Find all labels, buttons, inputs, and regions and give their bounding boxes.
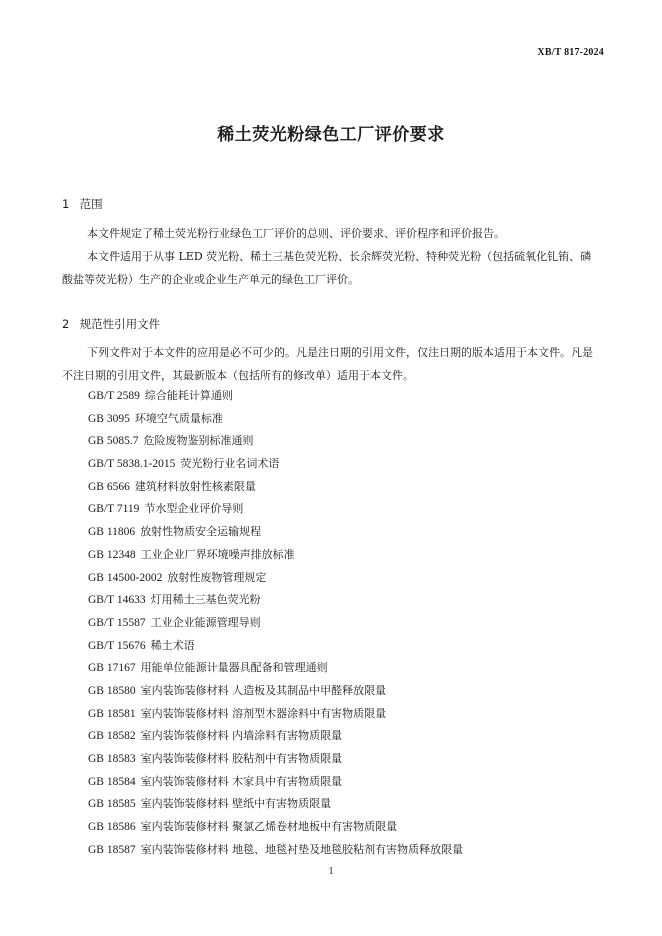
reference-code: GB/T 2589 bbox=[88, 390, 140, 402]
reference-code: GB 18581 bbox=[88, 707, 136, 720]
section-heading-scope bbox=[62, 196, 103, 212]
reference-item bbox=[88, 410, 463, 433]
section-number: 1 bbox=[62, 197, 70, 211]
section-heading-normative-references bbox=[62, 316, 160, 332]
reference-title: 工业企业厂界环境噪声排放标准 bbox=[140, 547, 295, 561]
reference-title: 建筑材料放射性核素限量 bbox=[134, 479, 256, 493]
reference-item bbox=[88, 569, 463, 592]
reference-code: GB 17167 bbox=[88, 662, 136, 675]
reference-code: GB 18585 bbox=[88, 798, 136, 811]
reference-item bbox=[88, 682, 463, 705]
reference-code: GB 18584 bbox=[88, 775, 136, 788]
reference-title: 室内装饰装修材料 木家具中有害物质限量 bbox=[140, 774, 343, 788]
reference-code: GB 18580 bbox=[88, 684, 136, 697]
reference-item bbox=[88, 523, 463, 546]
reference-code: GB 3095 bbox=[88, 412, 130, 425]
reference-code: GB/T 15676 bbox=[88, 639, 146, 652]
document-title: 稀土荧光粉绿色工厂评价要求 bbox=[217, 125, 445, 145]
reference-title: 工业企业能源管理导则 bbox=[150, 615, 261, 629]
reference-item bbox=[88, 818, 463, 841]
reference-item bbox=[88, 614, 463, 637]
reference-code: GB 18587 bbox=[88, 843, 136, 856]
standard-code: XB/T 817-2024 bbox=[537, 47, 604, 58]
reference-code: GB/T 5838.1-2015 bbox=[88, 458, 176, 471]
reference-item bbox=[88, 591, 463, 614]
reference-item bbox=[88, 455, 463, 478]
reference-title: 室内装饰装修材料 壁纸中有害物质限量 bbox=[140, 797, 332, 811]
reference-item bbox=[88, 773, 463, 796]
reference-title: 室内装饰装修材料 聚氯乙烯卷材地板中有害物质限量 bbox=[140, 820, 398, 834]
reference-item bbox=[88, 705, 463, 728]
reference-title: 室内装饰装修材料 溶剂型木器涂料中有害物质限量 bbox=[140, 706, 387, 720]
reference-title: 室内装饰装修材料 地毯、地毯衬垫及地毯胶粘剂有害物质释放限量 bbox=[140, 842, 464, 856]
reference-title: 室内装饰装修材料 内墙涂料有害物质限量 bbox=[140, 729, 343, 743]
reference-code: GB/T 15587 bbox=[88, 616, 146, 629]
reference-code: GB 12348 bbox=[88, 548, 136, 561]
reference-item bbox=[88, 750, 463, 773]
reference-item bbox=[88, 841, 463, 864]
reference-title: 危险废物鉴别标准通则 bbox=[143, 434, 254, 448]
reference-code: GB 6566 bbox=[88, 480, 130, 493]
reference-title: 室内装饰装修材料 胶粘剂中有害物质限量 bbox=[140, 752, 343, 765]
reference-title: 用能单位能源计量器具配备和管理通则 bbox=[140, 661, 328, 675]
reference-title: 综合能耗计算通则 bbox=[144, 389, 233, 402]
reference-item bbox=[88, 546, 463, 569]
reference-title: 室内装饰装修材料 人造板及其制品中甲醛释放限量 bbox=[140, 683, 387, 697]
reference-item bbox=[88, 659, 463, 682]
scope-paragraph-2: 本文件适用于从事 LED 荧光粉、稀土三基色荧光粉、长余辉荧光粉、特种荧光粉（包括硫氧化钆铕、磷酸盐等荧光粉）生产的企业或企业生产单元的绿色工厂评价。 bbox=[62, 250, 592, 286]
reference-title: 灯用稀土三基色荧光粉 bbox=[150, 593, 261, 607]
reference-title: 荧光粉行业名词术语 bbox=[180, 457, 280, 471]
reference-title: 放射性物质安全运输规程 bbox=[140, 525, 262, 539]
section-number: 2 bbox=[62, 317, 70, 331]
reference-item bbox=[88, 727, 463, 750]
page-number: 1 bbox=[328, 866, 334, 877]
reference-item bbox=[88, 478, 463, 501]
reference-code: GB/T 14633 bbox=[88, 594, 146, 607]
reference-item bbox=[88, 500, 463, 523]
reference-title: 环境空气质量标准 bbox=[134, 411, 223, 425]
reference-list bbox=[88, 387, 463, 863]
reference-code: GB 18582 bbox=[88, 730, 136, 743]
reference-item bbox=[88, 387, 463, 410]
scope-paragraph-1: 本文件规定了稀土荧光粉行业绿色工厂评价的总则、评价要求、评价程序和评价报告。 bbox=[87, 227, 505, 240]
section-title: 范围 bbox=[79, 197, 103, 211]
reference-code: GB 14500-2002 bbox=[88, 571, 163, 584]
reference-item bbox=[88, 432, 463, 455]
reference-title: 节水型企业评价导则 bbox=[144, 502, 244, 516]
reference-title: 稀土术语 bbox=[150, 638, 195, 652]
reference-title: 放射性废物管理规定 bbox=[167, 570, 267, 584]
reference-code: GB 18586 bbox=[88, 821, 136, 834]
reference-code: GB 18583 bbox=[88, 753, 136, 765]
reference-item bbox=[88, 795, 463, 818]
reference-item bbox=[88, 637, 463, 660]
reference-code: GB/T 7119 bbox=[88, 503, 140, 516]
references-intro-paragraph: 下列文件对于本文件的应用是必不可少的。凡是注日期的引用文件，仅注日期的版本适用于本文件。凡是不注日期的引用文件，其最新版本（包括所有的修改单）适用于本文件。 bbox=[62, 346, 593, 382]
reference-code: GB 5085.7 bbox=[88, 435, 139, 448]
section-title: 规范性引用文件 bbox=[79, 317, 161, 331]
reference-code: GB 11806 bbox=[88, 526, 136, 539]
